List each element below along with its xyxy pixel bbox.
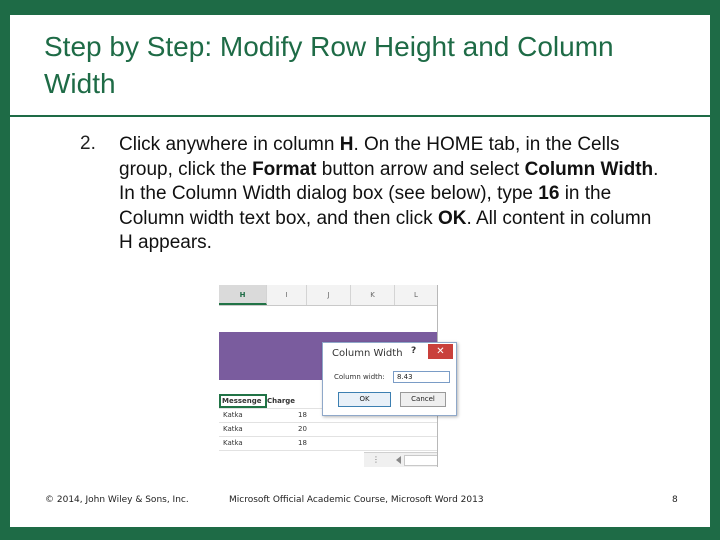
cell[interactable]: Katka [223,425,243,433]
scroll-split-icon: ⋮ [372,455,380,464]
column-width-label: Column width: [334,373,385,381]
column-width-dialog [322,342,457,416]
cell[interactable]: Charge [267,397,296,405]
scroll-track[interactable] [404,455,438,466]
help-icon[interactable]: ? [411,346,417,356]
cell[interactable]: 18 [298,411,307,419]
cell[interactable]: 18 [298,439,307,447]
title-divider [10,115,710,117]
step-text-bold: Format [252,158,317,180]
footer-course: Microsoft Official Academic Course, Microsoft Word 2013 [229,495,484,505]
column-header-l[interactable]: L [395,285,438,305]
slide-title: Step by Step: Modify Row Height and Column Width [44,31,614,99]
column-width-input[interactable]: 8.43 [393,371,450,383]
step-text-bold: Column Width [524,158,654,180]
cancel-button[interactable]: Cancel [400,392,446,407]
column-header-i[interactable]: I [267,285,307,305]
step-text-part: . All content in column H appears. [119,207,652,253]
cell[interactable]: 20 [298,425,307,433]
step-text-part: in the Column width text box, and then click [119,183,612,229]
close-icon[interactable]: ✕ [428,344,453,359]
table-row [219,422,438,437]
selected-cell[interactable]: Messenge [219,394,267,408]
scroll-left-arrow-icon[interactable] [396,456,401,464]
step-text-part: Click anywhere in column [119,134,340,155]
horizontal-scrollbar[interactable] [364,452,438,467]
step-number: 2. [80,133,96,154]
ok-button[interactable]: OK [338,392,391,407]
step-text-bold: H [339,134,354,155]
column-header-k[interactable]: K [351,285,395,305]
page-number: 8 [672,495,678,505]
footer-copyright: © 2014, John Wiley & Sons, Inc. [45,495,189,505]
cell[interactable]: Katka [223,411,243,419]
dialog-title: Column Width [332,348,403,359]
table-row [219,436,438,451]
step-text-bold: 16 [538,183,560,204]
step-text-part: button arrow and select [316,158,525,180]
step-text [119,133,659,256]
step-text-bold: OK [437,207,467,229]
cell[interactable]: Katka [223,439,243,447]
step-text-part: . In the Column Width dialog box (see below), type [119,158,659,204]
column-header-h[interactable]: H [219,285,267,305]
column-header-bar [219,285,438,306]
step-text-part: . On the HOME tab, in the Cells group, click the [119,134,620,180]
column-header-j[interactable]: J [307,285,351,305]
